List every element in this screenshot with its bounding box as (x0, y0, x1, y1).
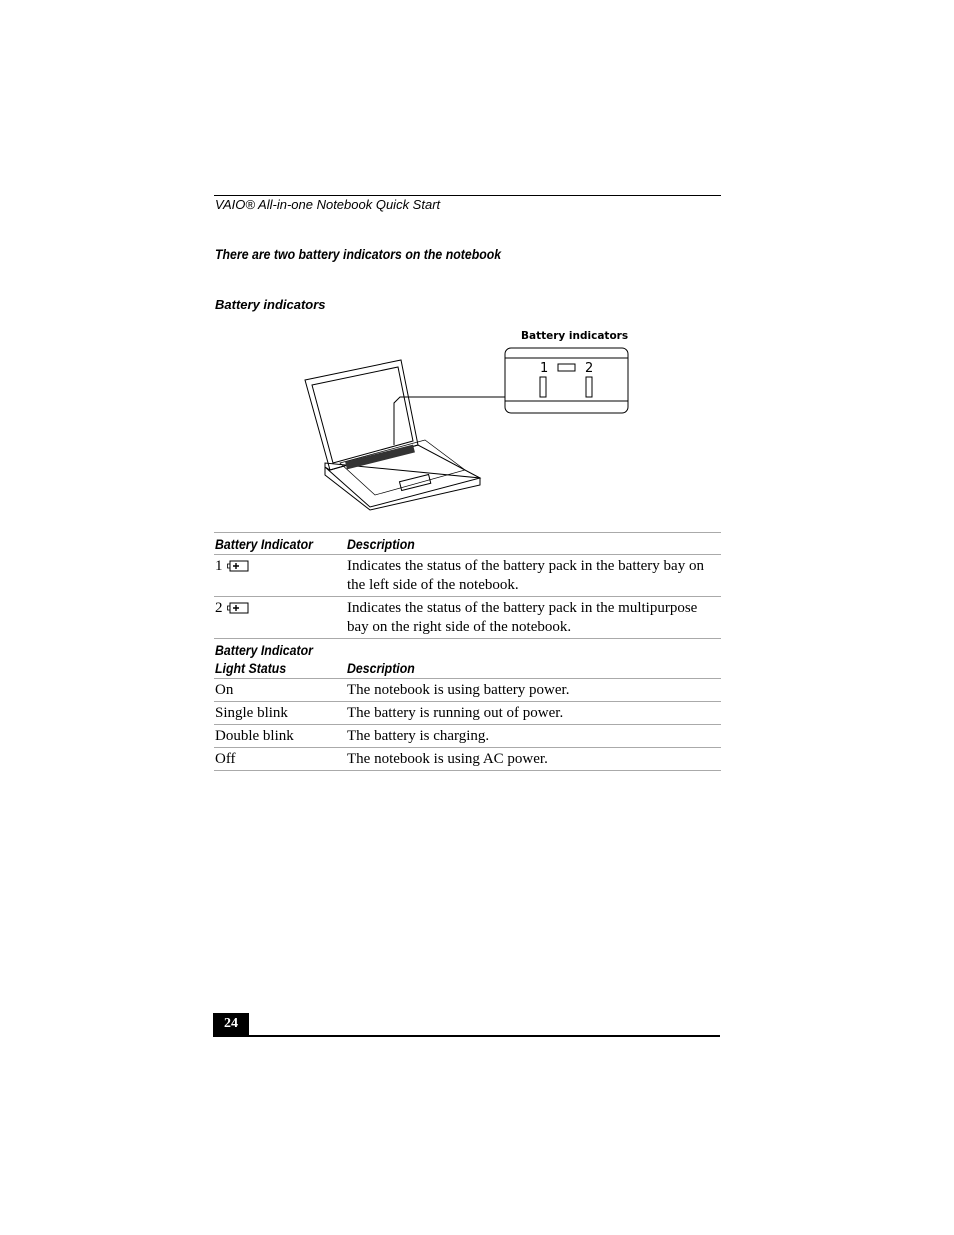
col-header-description: Description (347, 660, 415, 676)
status-cell: Double blink (214, 725, 346, 748)
battery-icon (227, 560, 249, 572)
section-heading: There are two battery indicators on the notebook (215, 246, 502, 262)
col-header-description: Description (347, 536, 415, 552)
status-cell: On (214, 679, 346, 702)
table-row (214, 725, 721, 748)
status-cell: Single blink (214, 702, 346, 725)
description-cell: Indicates the status of the battery pack in the battery bay on the left side of the notebook. (346, 555, 721, 597)
col-header-indicator: Battery Indicator (215, 642, 313, 658)
col-header-light-status: Light Status (215, 660, 287, 676)
col-header-indicator: Battery Indicator (215, 536, 313, 552)
description-cell: The battery is charging. (346, 725, 721, 748)
indicator-2-label: 2 (585, 361, 594, 376)
description-cell: The battery is running out of power. (346, 702, 721, 725)
table-row (214, 597, 721, 639)
table-row (214, 679, 721, 702)
footer-rule (213, 1035, 720, 1037)
callout-label: Battery indicators (521, 330, 629, 342)
description-cell: The notebook is using battery power. (346, 679, 721, 702)
table-row (214, 748, 721, 771)
indicator-number: 1 (215, 558, 223, 574)
description-cell: The notebook is using AC power. (346, 748, 721, 771)
table-row (214, 702, 721, 725)
table-row (214, 555, 721, 597)
running-header: VAIO® All-in-one Notebook Quick Start (215, 197, 441, 212)
battery-icon (227, 602, 249, 614)
header-rule (214, 195, 721, 196)
laptop-illustration (300, 345, 640, 515)
description-cell: Indicates the status of the battery pack in the multipurpose bay on the right side of the notebook. (346, 597, 721, 639)
figure-title: Battery indicators (215, 297, 326, 312)
indicator-number: 2 (215, 600, 223, 616)
battery-indicator-table (214, 532, 721, 771)
page-number: 24 (213, 1013, 249, 1037)
indicator-1-label: 1 (540, 361, 549, 376)
status-cell: Off (214, 748, 346, 771)
